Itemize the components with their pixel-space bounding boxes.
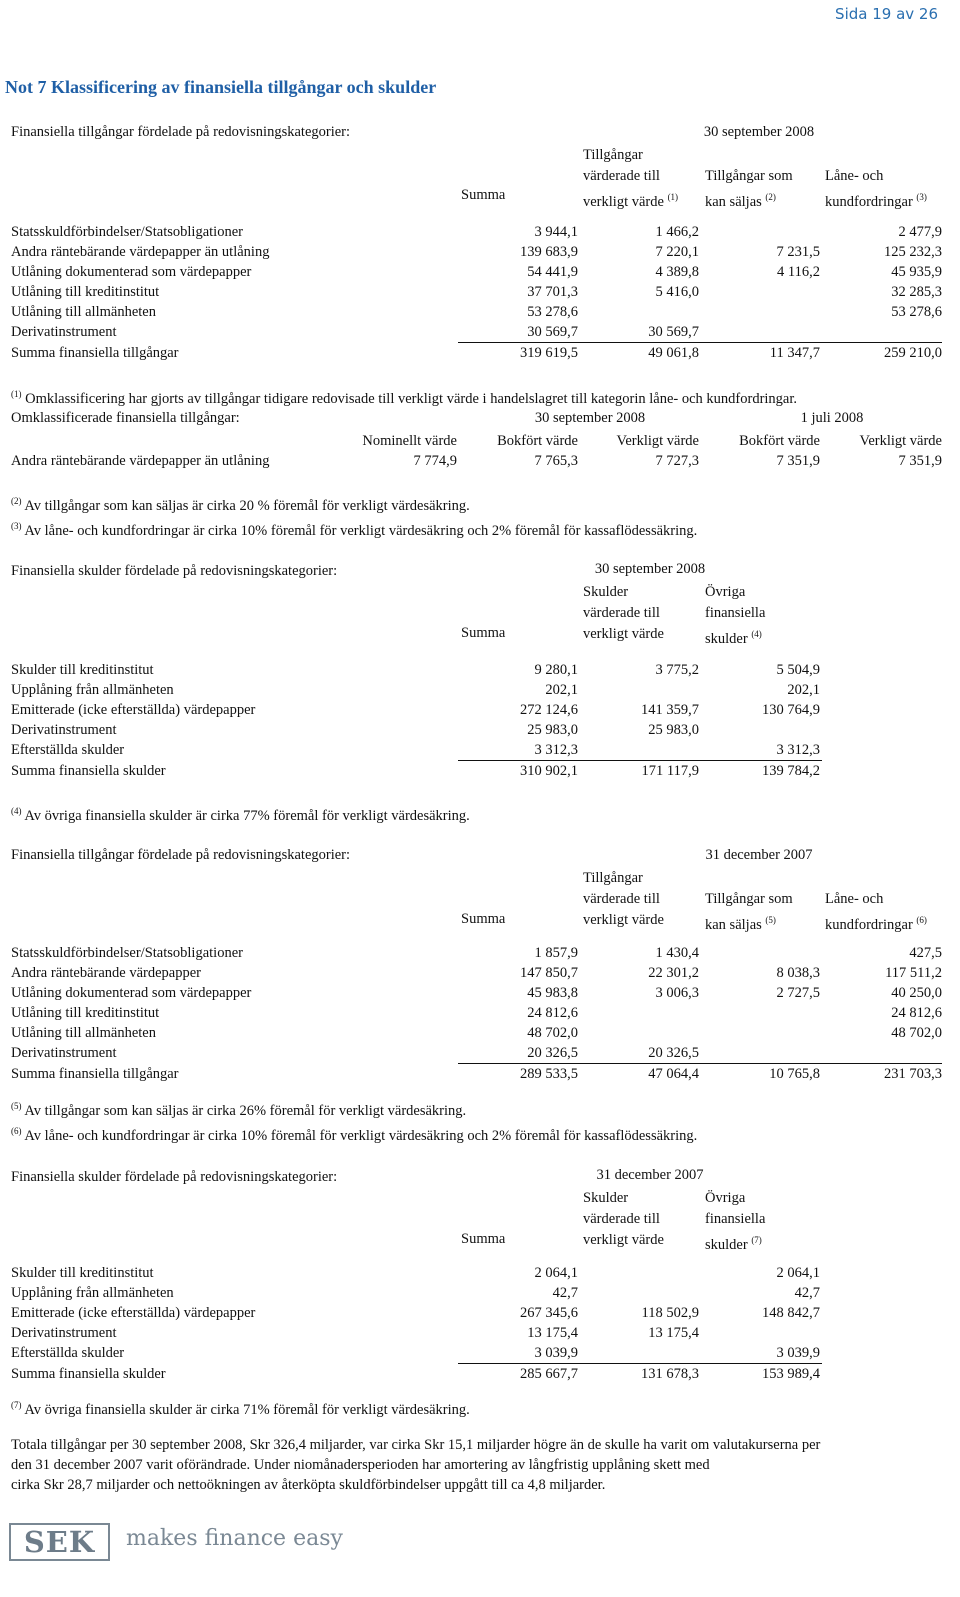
table-row: Skulder till kreditinstitut 9 280,1 3 775,2 5 504,9 bbox=[11, 662, 820, 678]
table-row: Statsskuldförbindelser/Statsobligationer 1 857,9 1 430,4 427,5 bbox=[11, 945, 942, 961]
table-row: Andra räntebärande värdepapper än utlåning 7 774,9 7 765,3 7 727,3 7 351,9 7 351,9 bbox=[11, 453, 942, 469]
col-header-summa: Summa bbox=[461, 625, 506, 641]
col-header-available-for-sale: Tillgångar som kan säljas $^{(2)}$ bbox=[705, 168, 793, 210]
col-header-summa: Summa bbox=[461, 187, 506, 203]
total-row: Summa finansiella tillgångar 289 533,5 47 064,4 10 765,8 231 703,3 bbox=[11, 1066, 942, 1082]
period-date: 31 december 2007 bbox=[705, 847, 813, 863]
col-header-loans: Låne- och kundfordringar $^{(6)}$ bbox=[825, 891, 927, 933]
footnote-2: $^{(2)}$ Av tillgångar som kan säljas är cirka 20 % föremål för verkligt värdesäkring. bbox=[11, 496, 470, 514]
period-date: 30 september 2008 bbox=[594, 561, 706, 577]
table-row: Utlåning dokumenterad som värdepapper 54 441,9 4 389,8 4 116,2 45 935,9 bbox=[11, 264, 942, 280]
table-row: Andra räntebärande värdepapper 147 850,7 22 301,2 8 038,3 117 511,2 bbox=[11, 965, 942, 981]
section-title: Finansiella skulder fördelade på redovisningskategorier: bbox=[11, 563, 338, 579]
table-row: Andra räntebärande värdepapper än utlåning 139 683,9 7 220,1 7 231,5 125 232,3 bbox=[11, 244, 942, 260]
table-row: Upplåning från allmänheten 42,7 42,7 bbox=[11, 1285, 820, 1301]
col-header-fair-value: Tillgångar värderade till verkligt värde $^{(1)}$ bbox=[583, 147, 679, 210]
footnote-1: $^{(1)}$ Omklassificering har gjorts av tillgångar tidigare redovisade till verkligt värde i handelslagret till kategorin låne- och kundfordringar. bbox=[11, 389, 798, 407]
table-row: Utlåning till kreditinstitut 37 701,3 5 416,0 32 285,3 bbox=[11, 284, 942, 300]
footnote-5: $^{(5)}$ Av tillgångar som kan säljas är cirka 26% föremål för verkligt värdesäkring. bbox=[11, 1101, 467, 1119]
table-row: Utlåning till allmänheten 53 278,6 53 278,6 bbox=[11, 304, 942, 320]
total-row: Summa finansiella skulder 310 902,1 171 117,9 139 784,2 bbox=[11, 763, 820, 779]
period-date: 30 september 2008 bbox=[703, 124, 815, 140]
col-header-fair-value: Skulder värderade till verkligt värde bbox=[583, 584, 664, 642]
period-date: 31 december 2007 bbox=[596, 1167, 704, 1183]
col-header-other: Övriga finansiella skulder $^{(7)}$ bbox=[705, 1190, 766, 1253]
table-row: Utlåning till allmänheten 48 702,0 48 702,0 bbox=[11, 1025, 942, 1041]
page-number: Sida 19 av 26 bbox=[835, 5, 938, 23]
footnote-7: $^{(7)}$ Av övriga finansiella skulder är cirka 71% föremål för verkligt värdesäkring. bbox=[11, 1400, 470, 1418]
section-title: Finansiella tillgångar fördelade på redovisningskategorier: bbox=[11, 847, 351, 863]
total-row: Summa finansiella tillgångar 319 619,5 49 061,8 11 347,7 259 210,0 bbox=[11, 345, 942, 361]
col-header-available-for-sale: Tillgångar som kan säljas $^{(5)}$ bbox=[705, 891, 793, 933]
section-title: Finansiella tillgångar fördelade på redovisningskategorier: bbox=[11, 124, 351, 140]
table-row: Upplåning från allmänheten 202,1 202,1 bbox=[11, 682, 820, 698]
table-row: Derivatinstrument 25 983,0 25 983,0 bbox=[11, 722, 699, 738]
col-header-loans: Låne- och kundfordringar $^{(3)}$ bbox=[825, 168, 927, 210]
table-row: Derivatinstrument 13 175,4 13 175,4 bbox=[11, 1325, 699, 1341]
table-row: Utlåning till kreditinstitut 24 812,6 24 812,6 bbox=[11, 1005, 942, 1021]
footnote-4: $^{(4)}$ Av övriga finansiella skulder är cirka 77% föremål för verkligt värdesäkring. bbox=[11, 806, 470, 824]
footnote-6: $^{(6)}$ Av låne- och kundfordringar är cirka 10% föremål för verkligt värdesäkring och 2% föremål för kassaflödessäkring. bbox=[11, 1126, 698, 1144]
table-row: Emitterade (icke efterställda) värdepapper 267 345,6 118 502,9 148 842,7 bbox=[11, 1305, 820, 1321]
table-row: Efterställda skulder 3 039,9 3 039,9 bbox=[11, 1345, 820, 1361]
table-row: Utlåning dokumenterad som värdepapper 45 983,8 3 006,3 2 727,5 40 250,0 bbox=[11, 985, 942, 1001]
footnote-3: $^{(3)}$ Av låne- och kundfordringar är cirka 10% föremål för verkligt värdesäkring och 2% föremål för kassaflödessäkring. bbox=[11, 521, 698, 539]
section-title: Finansiella skulder fördelade på redovisningskategorier: bbox=[11, 1169, 338, 1185]
note-title: Not 7 Klassificering av finansiella tillgångar och skulder bbox=[5, 77, 437, 97]
total-row: Summa finansiella skulder 285 667,7 131 678,3 153 989,4 bbox=[11, 1366, 820, 1382]
table-row: Efterställda skulder 3 312,3 3 312,3 bbox=[11, 742, 820, 758]
col-header-fair-value: Skulder värderade till verkligt värde bbox=[583, 1190, 664, 1248]
table-row: Emitterade (icke efterställda) värdepapper 272 124,6 141 359,7 130 764,9 bbox=[11, 702, 820, 718]
col-header-fair-value: Tillgångar värderade till verkligt värde bbox=[583, 870, 664, 928]
col-header-other: Övriga finansiella skulder $^{(4)}$ bbox=[705, 584, 766, 647]
closing-paragraph: Totala tillgångar per 30 september 2008, Skr 326,4 miljarder, var cirka Skr 15,1 miljarder högre än de skulle ha varit om valutakurserna per den 31 december 2007 varit oförändrade. Under niomånadersperioden har amortering av långfristig upplåning skett med cirka Skr 28,7 miljarder och nettoökningen av återköpta skuldförbindelser uppgått till ca 4,8 miljarder. bbox=[11, 1437, 821, 1493]
logo-tagline: makes finance easy bbox=[126, 1526, 343, 1551]
period-date: 30 september 2008 bbox=[534, 410, 646, 426]
table-row: Skulder till kreditinstitut 2 064,1 2 064,1 bbox=[11, 1265, 820, 1281]
table-row: Derivatinstrument 20 326,5 20 326,5 bbox=[11, 1045, 699, 1061]
sek-logo-mark: SEK bbox=[9, 1523, 110, 1561]
sek-logo bbox=[9, 1523, 349, 1563]
column-headers: Nominellt värde Bokfört värde Verkligt värde Bokfört värde Verkligt värde bbox=[362, 433, 942, 449]
period-date: 1 juli 2008 bbox=[800, 410, 864, 426]
col-header-summa: Summa bbox=[461, 1231, 506, 1247]
table-row: Derivatinstrument 30 569,7 30 569,7 bbox=[11, 324, 699, 340]
section-title: Omklassificerade finansiella tillgångar: bbox=[11, 410, 240, 426]
col-header-summa: Summa bbox=[461, 911, 506, 927]
table-row: Statsskuldförbindelser/Statsobligationer 3 944,1 1 466,2 2 477,9 bbox=[11, 224, 942, 240]
